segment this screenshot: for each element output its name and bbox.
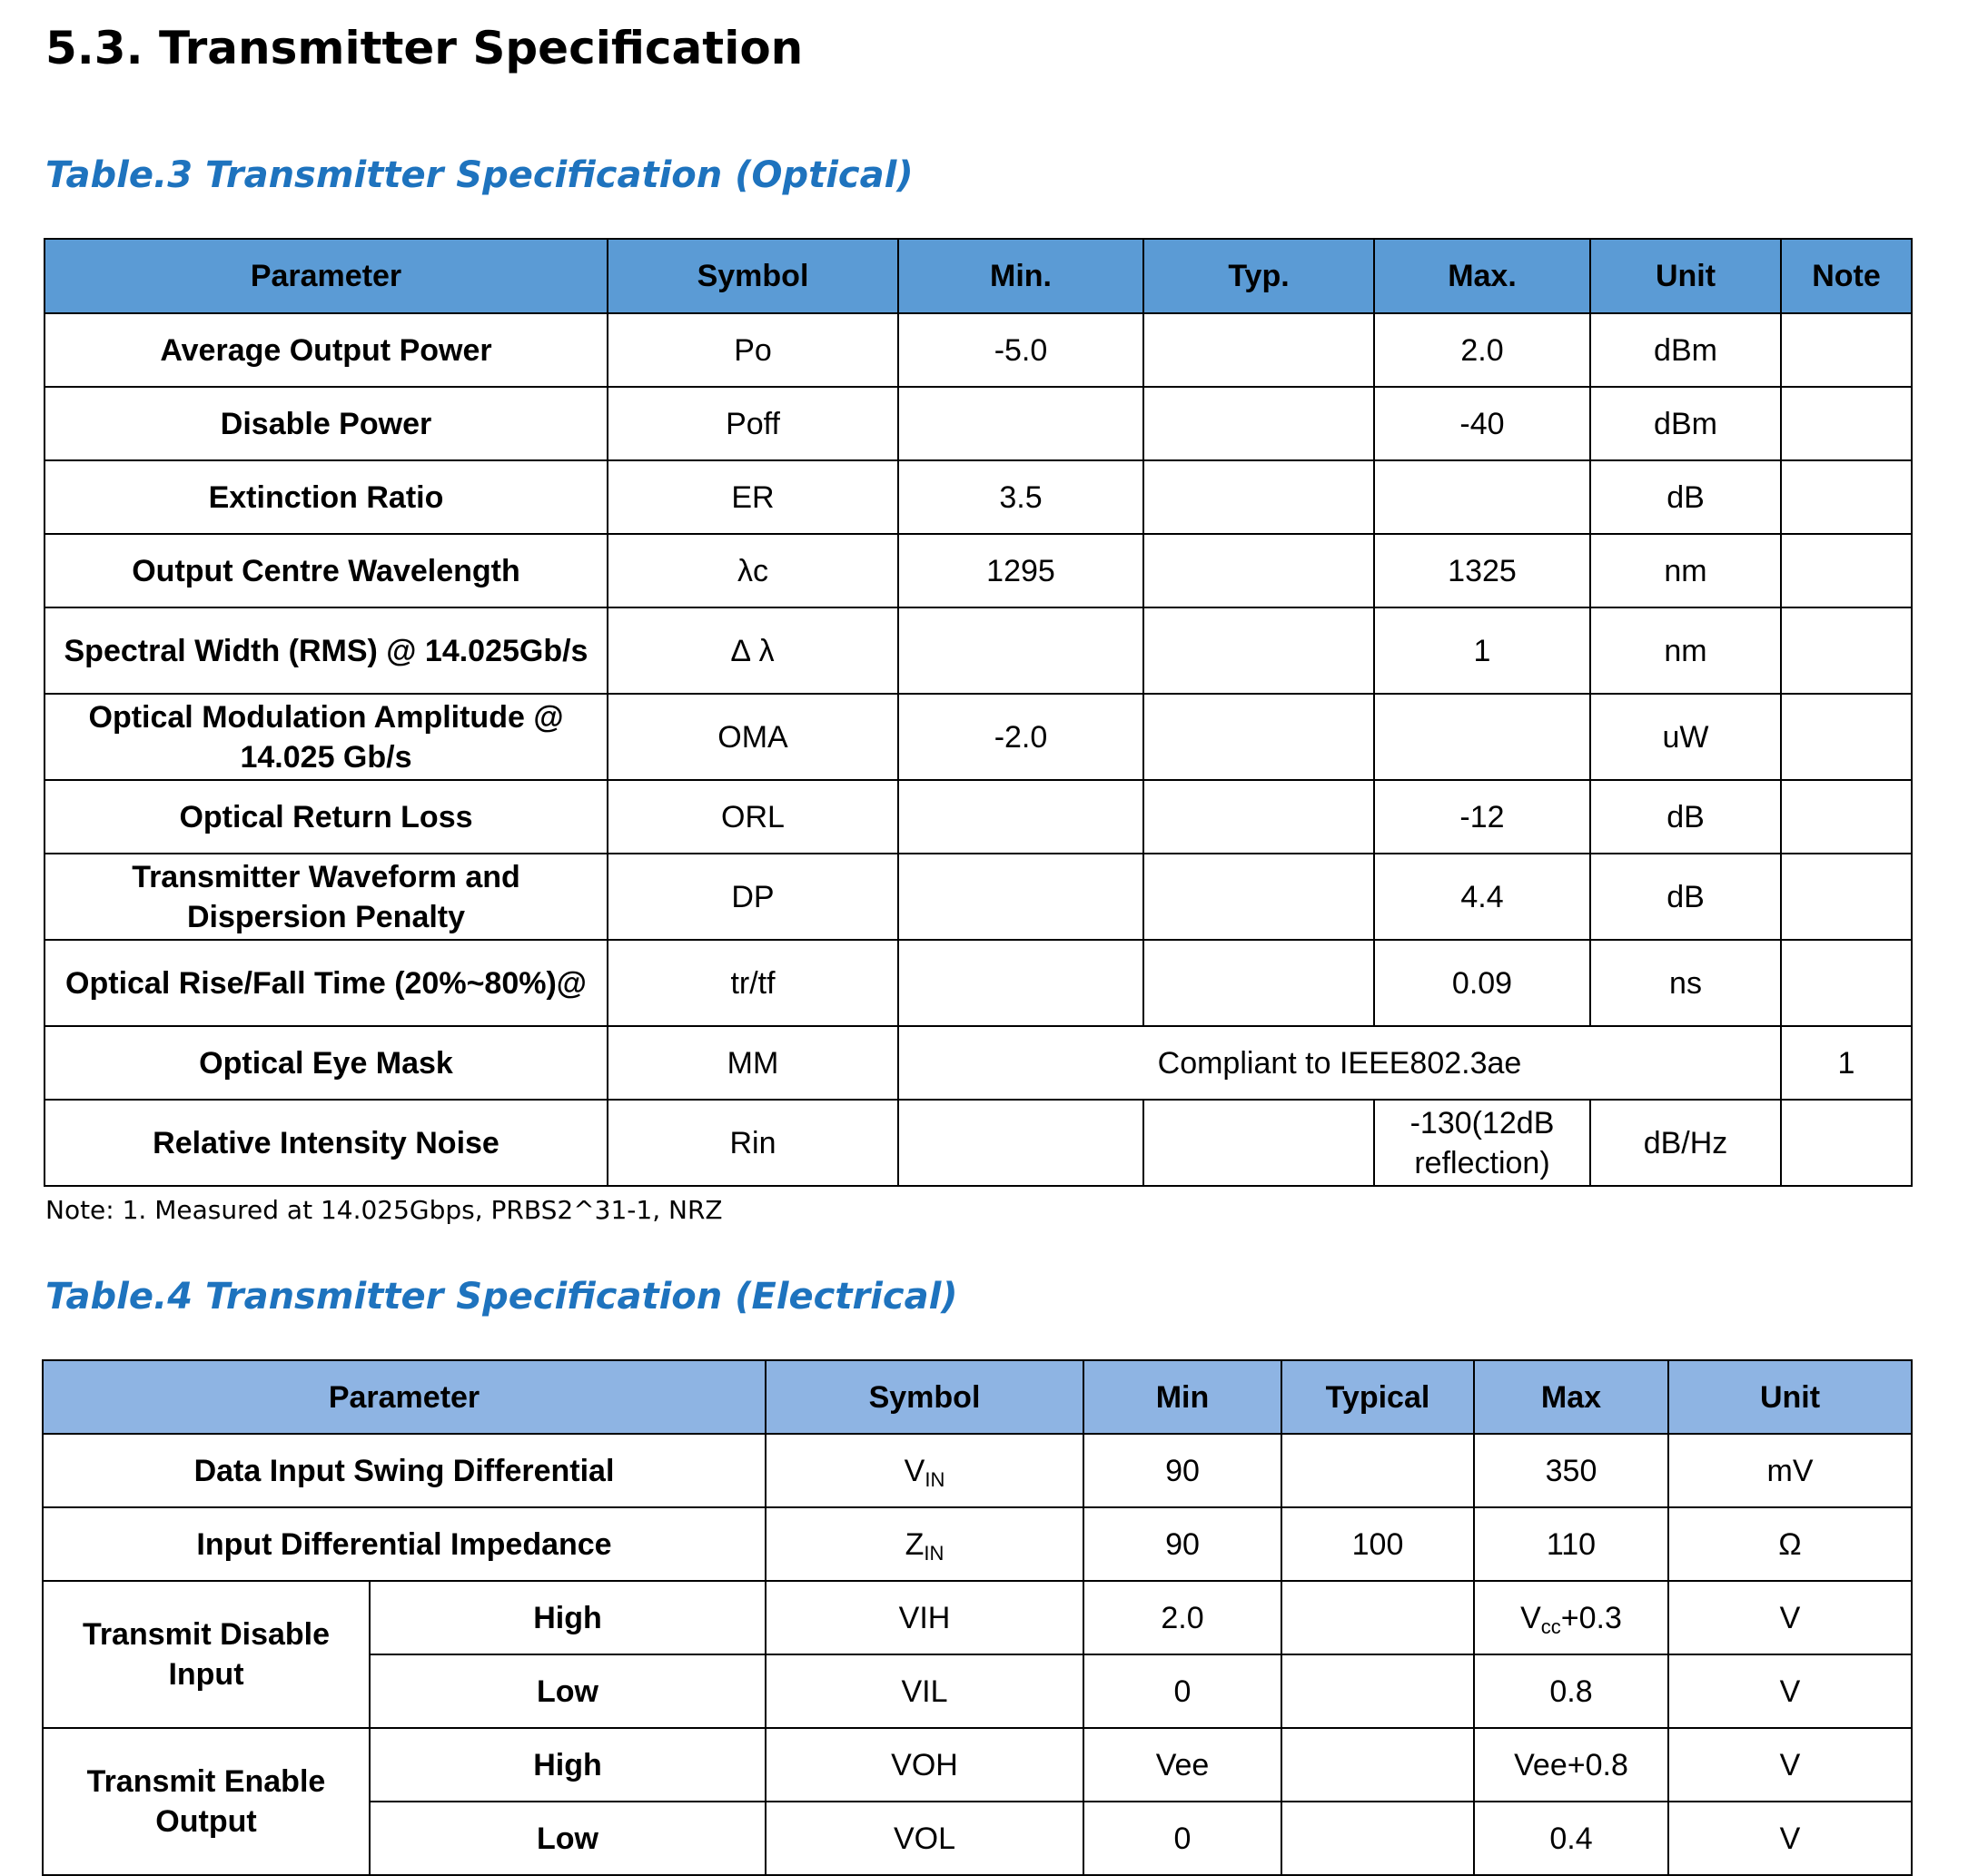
table-row xyxy=(45,854,1912,940)
cell-unit: dB/Hz xyxy=(1590,1100,1781,1186)
cell-note xyxy=(1781,607,1912,694)
cell-note xyxy=(1781,534,1912,607)
table-row xyxy=(43,1507,1912,1581)
header-min: Min. xyxy=(898,239,1143,313)
cell-unit: ns xyxy=(1590,940,1781,1026)
cell-symbol: Poff xyxy=(608,387,898,460)
cell-typ xyxy=(1143,534,1374,607)
cell-typ xyxy=(1143,607,1374,694)
cell-typ xyxy=(1143,460,1374,534)
cell-parameter: Optical Return Loss xyxy=(45,780,608,854)
cell-unit: mV xyxy=(1668,1434,1912,1507)
cell-parameter: Transmitter Waveform and Dispersion Penalty xyxy=(45,854,608,940)
max-main: V xyxy=(1520,1600,1541,1635)
header-max: Max xyxy=(1474,1360,1668,1434)
cell-symbol: VOH xyxy=(766,1728,1083,1802)
cell-max: 0.8 xyxy=(1474,1654,1668,1728)
cell-max: -130(12dB reflection) xyxy=(1374,1100,1590,1186)
table-row xyxy=(43,1581,1912,1654)
cell-note xyxy=(1781,940,1912,1026)
cell-min xyxy=(898,780,1143,854)
cell-max xyxy=(1374,694,1590,780)
cell-parameter: Extinction Ratio xyxy=(45,460,608,534)
table-row xyxy=(45,940,1912,1026)
header-typ: Typ. xyxy=(1143,239,1374,313)
cell-min: -5.0 xyxy=(898,313,1143,387)
cell-unit: uW xyxy=(1590,694,1781,780)
cell-unit: V xyxy=(1668,1802,1912,1875)
cell-symbol: ∆ λ xyxy=(608,607,898,694)
table-row xyxy=(45,694,1912,780)
cell-note xyxy=(1781,780,1912,854)
cell-parameter: Optical Rise/Fall Time (20%~80%)@ xyxy=(45,940,608,1026)
cell-symbol: DP xyxy=(608,854,898,940)
cell-min xyxy=(898,854,1143,940)
cell-note xyxy=(1781,460,1912,534)
cell-parameter: Spectral Width (RMS) @ 14.025Gb/s xyxy=(45,607,608,694)
cell-min: 90 xyxy=(1083,1507,1281,1581)
cell-typ xyxy=(1281,1728,1474,1802)
symbol-subscript: IN xyxy=(924,1541,944,1565)
cell-max: -12 xyxy=(1374,780,1590,854)
table-row xyxy=(45,607,1912,694)
cell-min: -2.0 xyxy=(898,694,1143,780)
table-row xyxy=(45,1026,1912,1100)
cell-symbol xyxy=(766,1507,1083,1581)
cell-max: 4.4 xyxy=(1374,854,1590,940)
cell-level: High xyxy=(370,1728,766,1802)
cell-min: 0 xyxy=(1083,1654,1281,1728)
cell-typ xyxy=(1143,854,1374,940)
section-title: 5.3. Transmitter Specification xyxy=(45,22,804,74)
cell-symbol: λc xyxy=(608,534,898,607)
header-typ: Typical xyxy=(1281,1360,1474,1434)
header-unit: Unit xyxy=(1668,1360,1912,1434)
cell-max: 2.0 xyxy=(1374,313,1590,387)
cell-typ xyxy=(1281,1654,1474,1728)
cell-typ xyxy=(1281,1434,1474,1507)
max-rest: +0.3 xyxy=(1560,1600,1622,1635)
cell-note xyxy=(1781,854,1912,940)
cell-symbol: VIH xyxy=(766,1581,1083,1654)
cell-min: Vee xyxy=(1083,1728,1281,1802)
cell-parameter: Optical Eye Mask xyxy=(45,1026,608,1100)
cell-min xyxy=(898,607,1143,694)
table-row xyxy=(45,1100,1912,1186)
symbol-subscript: IN xyxy=(925,1467,945,1491)
header-note: Note xyxy=(1781,239,1912,313)
cell-parameter: Data Input Swing Differential xyxy=(43,1434,766,1507)
table-row xyxy=(45,534,1912,607)
cell-symbol xyxy=(766,1434,1083,1507)
cell-note xyxy=(1781,387,1912,460)
cell-max: 350 xyxy=(1474,1434,1668,1507)
cell-symbol: Po xyxy=(608,313,898,387)
cell-group-parameter: Transmit Enable Output xyxy=(43,1728,370,1875)
cell-typ xyxy=(1143,313,1374,387)
cell-symbol: ORL xyxy=(608,780,898,854)
header-symbol: Symbol xyxy=(766,1360,1083,1434)
cell-note: 1 xyxy=(1781,1026,1912,1100)
table-row xyxy=(43,1728,1912,1802)
cell-symbol: ER xyxy=(608,460,898,534)
cell-min xyxy=(898,940,1143,1026)
table-row xyxy=(45,313,1912,387)
cell-parameter: Input Differential Impedance xyxy=(43,1507,766,1581)
cell-unit: dB xyxy=(1590,854,1781,940)
table-header-row xyxy=(43,1360,1912,1434)
cell-symbol: OMA xyxy=(608,694,898,780)
symbol-main: Z xyxy=(905,1526,925,1562)
cell-min: 3.5 xyxy=(898,460,1143,534)
cell-unit: dB xyxy=(1590,460,1781,534)
cell-symbol: tr/tf xyxy=(608,940,898,1026)
cell-max: -40 xyxy=(1374,387,1590,460)
cell-note xyxy=(1781,1100,1912,1186)
cell-max: 1 xyxy=(1374,607,1590,694)
cell-parameter: Output Centre Wavelength xyxy=(45,534,608,607)
cell-typ xyxy=(1143,694,1374,780)
cell-min: 1295 xyxy=(898,534,1143,607)
cell-max: Vee+0.8 xyxy=(1474,1728,1668,1802)
cell-typ: 100 xyxy=(1281,1507,1474,1581)
cell-max: 0.4 xyxy=(1474,1802,1668,1875)
header-max: Max. xyxy=(1374,239,1590,313)
table3-caption: Table.3 Transmitter Specification (Optical) xyxy=(45,154,914,196)
max-subscript: cc xyxy=(1540,1614,1561,1638)
cell-symbol: VOL xyxy=(766,1802,1083,1875)
cell-symbol: VIL xyxy=(766,1654,1083,1728)
cell-parameter: Disable Power xyxy=(45,387,608,460)
table-row xyxy=(43,1434,1912,1507)
cell-typ xyxy=(1281,1802,1474,1875)
cell-unit: nm xyxy=(1590,534,1781,607)
cell-unit: V xyxy=(1668,1581,1912,1654)
cell-parameter: Optical Modulation Amplitude @ 14.025 Gb/s xyxy=(45,694,608,780)
cell-max xyxy=(1374,460,1590,534)
cell-group-parameter: Transmit Disable Input xyxy=(43,1581,370,1728)
table-row xyxy=(45,460,1912,534)
cell-unit: V xyxy=(1668,1728,1912,1802)
cell-symbol: MM xyxy=(608,1026,898,1100)
table-row xyxy=(45,387,1912,460)
cell-note xyxy=(1781,694,1912,780)
table4-caption: Table.4 Transmitter Specification (Electrical) xyxy=(45,1276,958,1318)
symbol-main: V xyxy=(904,1453,925,1488)
cell-typ xyxy=(1143,1100,1374,1186)
cell-unit: dBm xyxy=(1590,313,1781,387)
cell-max: 110 xyxy=(1474,1507,1668,1581)
cell-min xyxy=(898,387,1143,460)
cell-parameter: Relative Intensity Noise xyxy=(45,1100,608,1186)
table3-note: Note: 1. Measured at 14.025Gbps, PRBS2^31-1, NRZ xyxy=(45,1195,723,1225)
cell-unit: nm xyxy=(1590,607,1781,694)
cell-min: 90 xyxy=(1083,1434,1281,1507)
cell-unit: dB xyxy=(1590,780,1781,854)
cell-max: 0.09 xyxy=(1374,940,1590,1026)
cell-typ xyxy=(1281,1581,1474,1654)
header-min: Min xyxy=(1083,1360,1281,1434)
cell-level: Low xyxy=(370,1802,766,1875)
cell-min: 2.0 xyxy=(1083,1581,1281,1654)
cell-unit: V xyxy=(1668,1654,1912,1728)
header-parameter: Parameter xyxy=(45,239,608,313)
cell-max xyxy=(1474,1581,1668,1654)
table-header-row xyxy=(45,239,1912,313)
cell-level: High xyxy=(370,1581,766,1654)
header-symbol: Symbol xyxy=(608,239,898,313)
cell-note xyxy=(1781,313,1912,387)
header-parameter: Parameter xyxy=(43,1360,766,1434)
cell-compliance: Compliant to IEEE802.3ae xyxy=(898,1026,1781,1100)
cell-unit: Ω xyxy=(1668,1507,1912,1581)
table-row xyxy=(45,780,1912,854)
cell-level: Low xyxy=(370,1654,766,1728)
optical-spec-table xyxy=(44,238,1913,1187)
cell-parameter: Average Output Power xyxy=(45,313,608,387)
cell-unit: dBm xyxy=(1590,387,1781,460)
cell-symbol: Rin xyxy=(608,1100,898,1186)
cell-max: 1325 xyxy=(1374,534,1590,607)
cell-typ xyxy=(1143,940,1374,1026)
cell-typ xyxy=(1143,780,1374,854)
electrical-spec-table xyxy=(42,1359,1913,1876)
cell-min: 0 xyxy=(1083,1802,1281,1875)
cell-typ xyxy=(1143,387,1374,460)
cell-min xyxy=(898,1100,1143,1186)
header-unit: Unit xyxy=(1590,239,1781,313)
